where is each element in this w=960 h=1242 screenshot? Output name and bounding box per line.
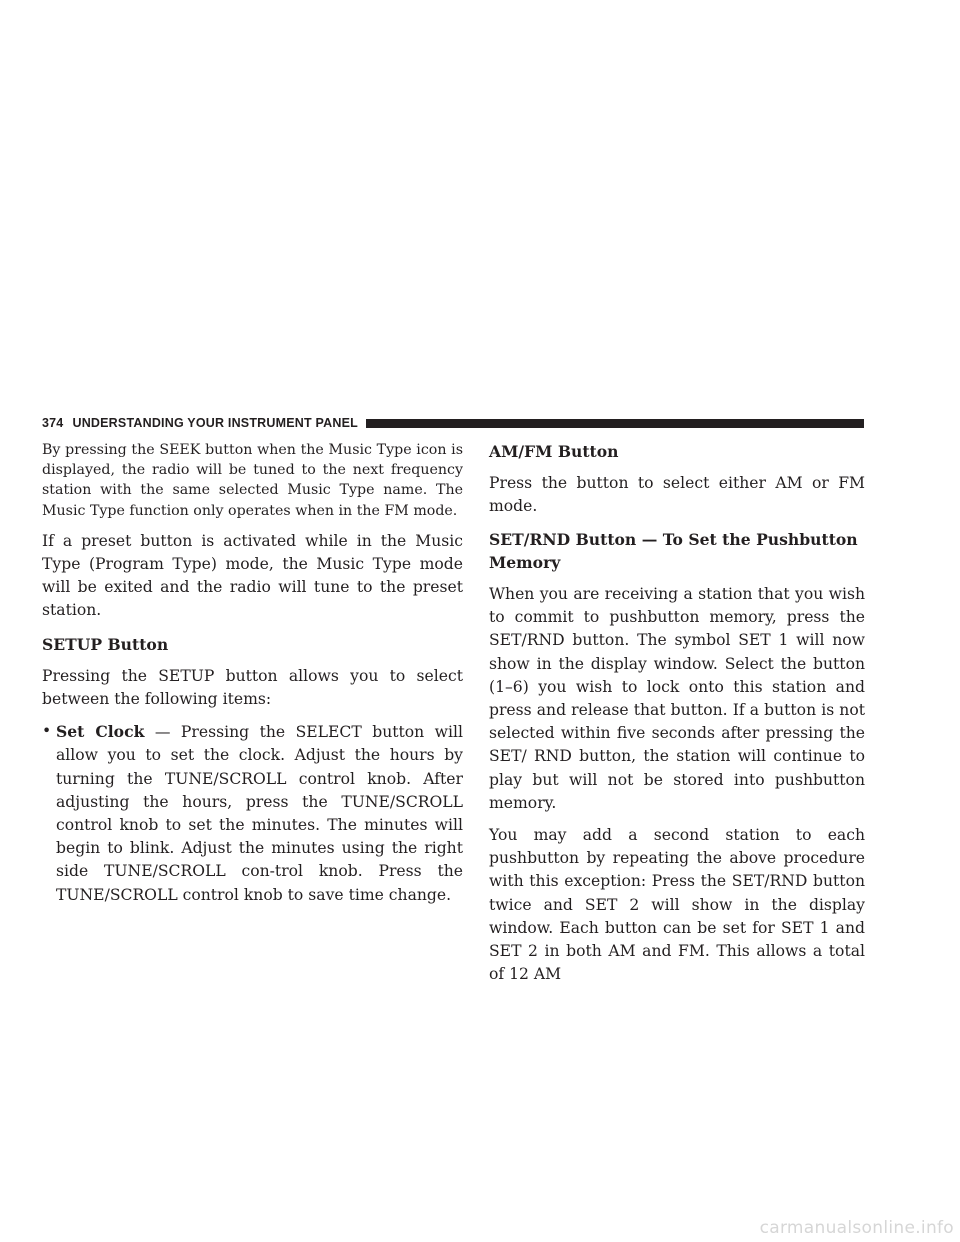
set-rnd-paragraph-1: When you are receiving a station that you wish to commit to pushbutton memory, press the SET/RND button. The symbol SET 1 will now show in the display window. Select the button (1–6) you wish to lock onto this station and press and release that button. If a button is not selected within five seconds after pressing the SET/ RND button, the station will continue to play but will not be stored into pushbutton memory. [489, 585, 865, 812]
music-type-seek-paragraph: By pressing the SEEK button when the Music Type icon is displayed, the radio will be tuned to the next frequency station with the same selected Music Type name. The Music Type function only operates when in the FM mode. [42, 442, 463, 519]
preset-button-paragraph: If a preset button is activated while in the Music Type (Program Type) mode, the Music Type mode will be exited and the radio will tune to the preset station. [42, 531, 463, 620]
left-column [42, 440, 463, 907]
set-rnd-button-heading: SET/RND Button — To Set the Pushbutton Memory [489, 529, 858, 572]
right-column [489, 440, 865, 986]
page-header [42, 415, 864, 431]
set-clock-term: Set Clock [56, 722, 145, 742]
header-rule [366, 419, 864, 428]
set-clock-description: — Pressing the SELECT button will allow you to set the clock. Adjust the hours by turning the TUNE/SCROLL control knob. After adjusting the hours, press the TUNE/SCROLL control knob to set the minutes. The minutes will begin to blink. Adjust the minutes using the right side TUNE/SCROLL con-trol knob. Press the TUNE/SCROLL control knob to save time change. [56, 723, 463, 904]
setup-button-heading: SETUP Button [42, 634, 169, 654]
page-number: 374 [42, 416, 64, 430]
amfm-button-heading: AM/FM Button [489, 442, 619, 461]
set-clock-bullet [42, 720, 463, 907]
setup-button-paragraph: Pressing the SETUP button allows you to select between the following items: [42, 666, 463, 709]
watermark-text: carmanualsonline.info [759, 1218, 954, 1238]
amfm-button-paragraph: Press the button to select either AM or FM mode. [489, 474, 865, 516]
section-title: UNDERSTANDING YOUR INSTRUMENT PANEL [72, 416, 358, 430]
set-rnd-paragraph-2: You may add a second station to each pushbutton by repeating the above procedure with this exception: Press the SET/RND button twice and SET 2 will show in the display window. Each button can be set for SET 1 and SET 2 in both AM and FM. This allows a total of 12 AM [489, 826, 865, 984]
bullet-symbol: • [42, 722, 52, 741]
set-clock-text [56, 720, 463, 907]
